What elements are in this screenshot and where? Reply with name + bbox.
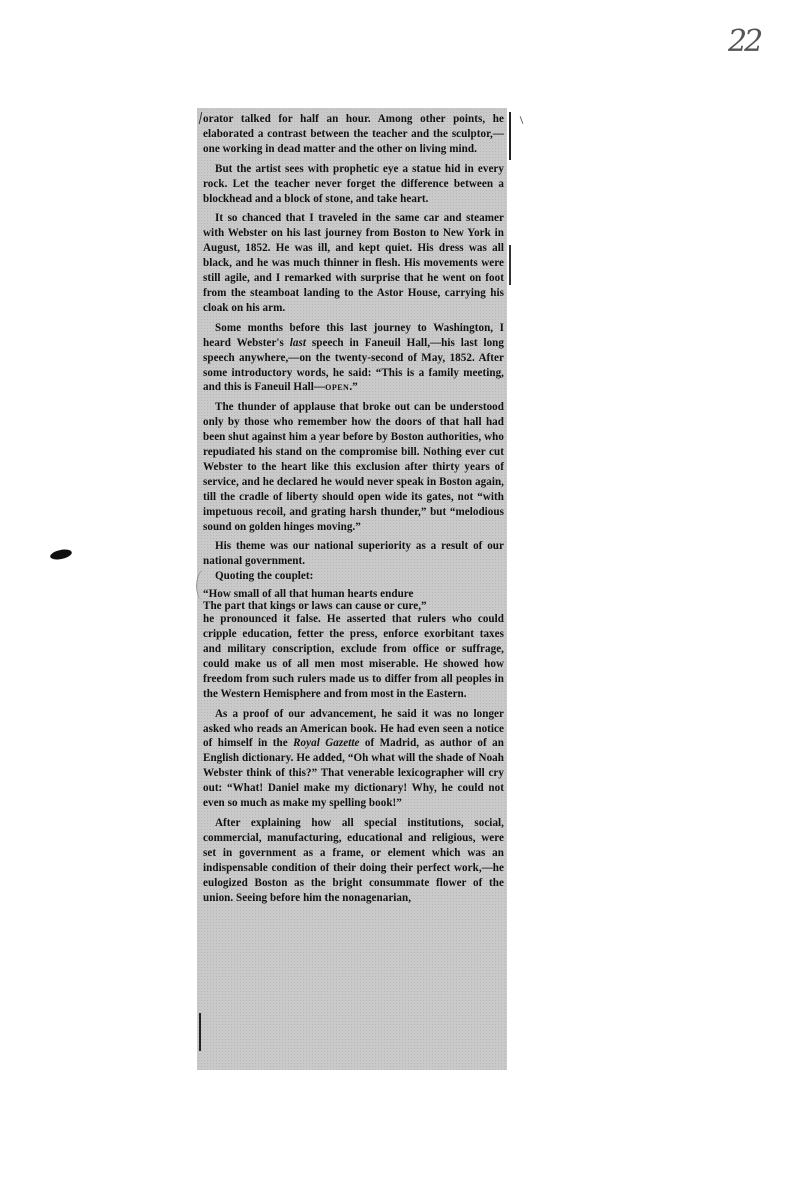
paragraph-9: As a proof of our advancement, he said it was no longer asked who reads an American book. He had even seen a notice of himself in the Royal Gazette of Madrid, as author of an English dictionary. He added, “Oh what will the shade of Noah Webster think of this?” That venerable lexicographer will cry out: “What! Daniel make my dictionary! Why, he could not even so much as make my spelling book!” [203,707,504,810]
verse-line-2: The part that kings or laws can cause or cure,” [203,599,427,612]
paragraph-6: His theme was our national superiority as a result of our national government. [203,540,504,568]
paragraph-10: After explaining how all special institutions, social, commercial, manufacturing, educational and religious, were set in government as a frame, or element which was an indispensable condition of their doing their perfect work,—he eulogized Boston as the bright consummate flower of the union. Seeing before him the nonagenarian, [203,816,504,904]
margin-bracket-left [199,1013,201,1051]
paragraph-5: The thunder of applause that broke out can be understood only by those who remember how the doors of that hall had been shut against him a year before by Boston authorities, who repudiated his stand on the compromise bill. Nothing ever cut Webster to the heart like this exclusion after thirty years of service, and he declared he would never speak in Boston again, till the cradle of liberty should open wide its gates, not “with impetuous recoil, and grating harsh thunder,” but “melodious sound on golden hinges moving.” [203,401,504,533]
paragraph-4: Some months before this last journey to Washington, I heard Webster's last speech in Faneuil Hall,—his last long speech anywhere,—on the twenty-second of May, 1852. After some introductory words, he said: “This is a family meeting, and this is Faneuil Hall—open.” [203,321,504,394]
paragraph-8: he pronounced it false. He asserted that rulers who could cripple education, fetter the press, enforce exorbitant taxes and military conscription, exclude from office or suffrage, could make us of all men most miserable. He showed how freedom from such rulers made us to differ from all peoples in the Western Hemisphere and from most in the Eastern. [203,613,504,700]
small-caps-word: open [325,381,350,394]
margin-rule-right-lower [509,245,511,285]
pencil-tick-mark-right [520,116,524,124]
margin-rule-right [509,112,511,160]
paragraph-2: But the artist sees with prophetic eye a statue hid in every rock. Let the teacher never forget the difference between a blockhead and a block of stone, and take heart. [203,162,504,205]
paragraph-7: Quoting the couplet: [215,570,314,583]
italic-newspaper-title: Royal Gazette [293,737,360,750]
paragraph-1: orator talked for half an hour. Among other points, he elaborated a contrast between the teacher and the sculptor,—one working in dead matter and the other on living mind. [203,113,504,155]
ink-blot [49,548,72,561]
verse-line-1: “How small of all that human hearts endure [203,588,414,601]
italic-emphasis: last [289,336,307,349]
handwritten-page-number: 22 [728,24,761,59]
quoted-couplet [203,589,504,612]
newspaper-clipping [197,108,507,1070]
paragraph-3: It so chanced that I traveled in the same car and steamer with Webster on his last journey from Boston to New York in August, 1852. He was ill, and kept quiet. His dress was all black, and he was much thinner in flesh. His movements were still agile, and I remarked with surprise that he went on foot from the steamboat landing to the Astor House, carrying his cloak on his arm. [203,212,504,314]
